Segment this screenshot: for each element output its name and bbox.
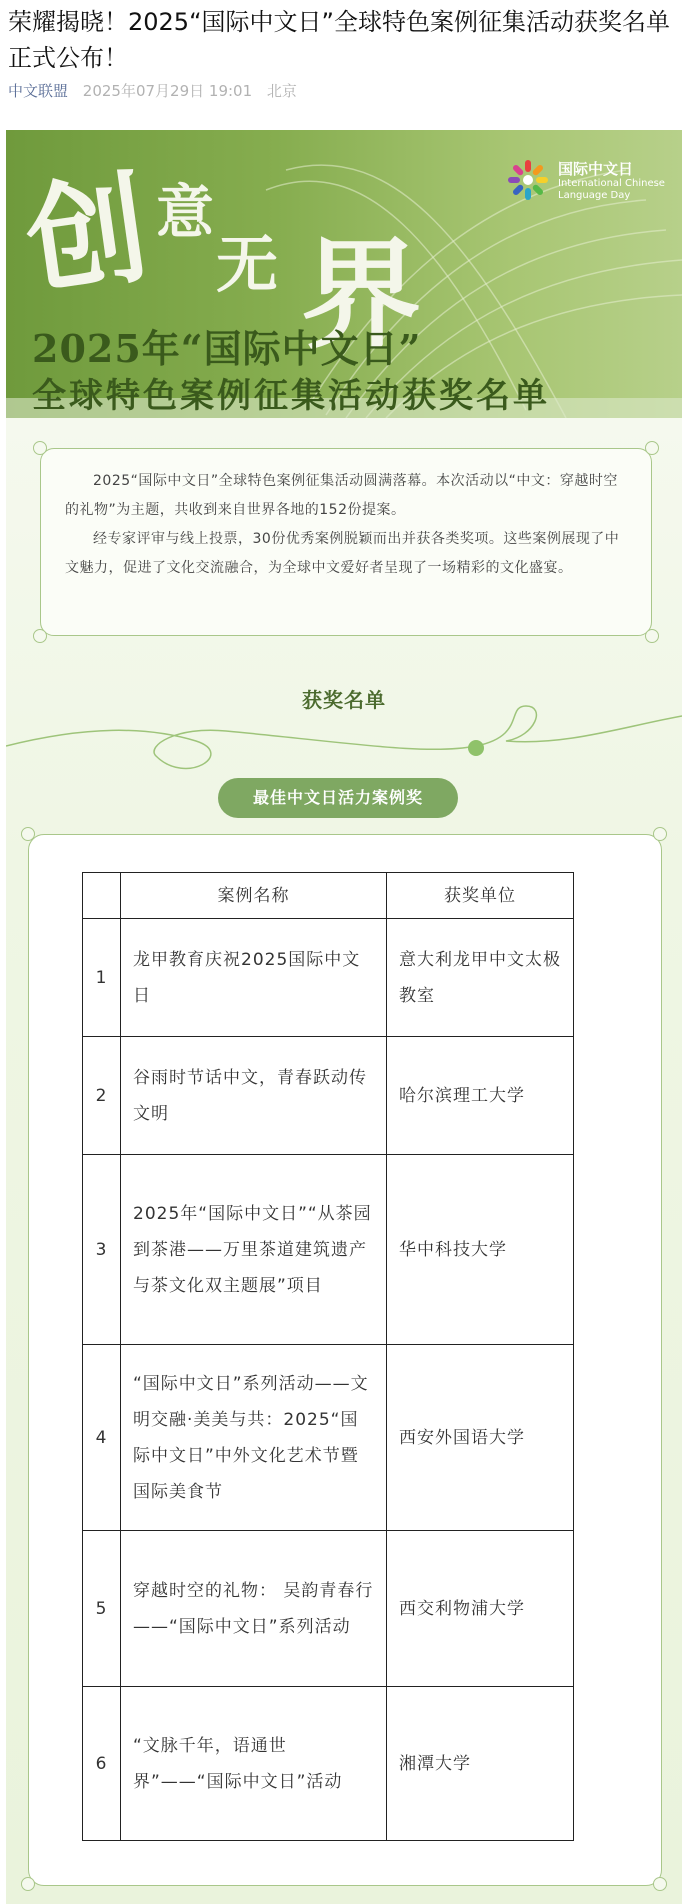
intro-corner-dot xyxy=(33,441,47,455)
winning-organization: 意大利龙甲中文太极教室 xyxy=(387,919,574,1037)
calligraphy-char-4: 界 xyxy=(301,225,421,366)
banner-headline-2: 全球特色案例征集活动获奖名单 xyxy=(32,376,550,416)
winning-organization: 西安外国语大学 xyxy=(387,1345,574,1531)
table-header-row xyxy=(83,873,574,919)
row-number: 4 xyxy=(83,1345,121,1531)
banner-headline-1: 2025年“国际中文日” xyxy=(32,326,422,371)
column-header-organization: 获奖单位 xyxy=(387,873,574,919)
table-row xyxy=(83,1037,574,1155)
intro-paragraph-1: 2025“国际中文日”全球特色案例征集活动圆满落幕。本次活动以“中文：穿越时空的礼物”为主题，共收到来自世界各地的152份提案。 xyxy=(65,473,618,518)
column-header-number xyxy=(83,873,121,919)
case-name: “国际中文日”系列活动——文明交融·美美与共：2025“国际中文日”中外文化艺术节暨国际美食节 xyxy=(121,1345,387,1531)
winning-organization: 华中科技大学 xyxy=(387,1155,574,1345)
article-meta xyxy=(8,80,297,101)
case-name: 2025年“国际中文日”“从茶园到茶港——万里茶道建筑遗产与茶文化双主题展”项目 xyxy=(121,1155,387,1345)
colorful-flower-icon xyxy=(504,156,552,204)
header-banner xyxy=(6,130,682,418)
logo-english-line-2: Language Day xyxy=(558,190,631,201)
author-link[interactable]: 中文联盟 xyxy=(8,82,69,100)
column-header-case-name: 案例名称 xyxy=(121,873,387,919)
case-name: “文脉千年，语通世界”——“国际中文日”活动 xyxy=(121,1687,387,1841)
intro-paragraph-2: 经专家评审与线上投票，30份优秀案例脱颖而出并获各类奖项。这些案例展现了中文魅力，促进了文化交流融合，为全球中文爱好者呈现了一场精彩的文化盛宴。 xyxy=(65,531,620,576)
award-table xyxy=(82,872,574,1841)
content-section xyxy=(6,418,682,1904)
calligraphy-char-2: 意 xyxy=(156,178,215,246)
logo-english-line-1: International Chinese xyxy=(558,178,665,189)
row-number: 3 xyxy=(83,1155,121,1345)
card-corner-dot xyxy=(653,827,667,841)
winning-organization: 湘潭大学 xyxy=(387,1687,574,1841)
intro-corner-dot xyxy=(645,441,659,455)
table-row xyxy=(83,1345,574,1531)
logo-chinese-name: 国际中文日 xyxy=(558,160,634,178)
wave-dot xyxy=(468,740,484,756)
card-corner-dot xyxy=(21,827,35,841)
row-number: 2 xyxy=(83,1037,121,1155)
winning-organization: 哈尔滨理工大学 xyxy=(387,1037,574,1155)
publish-location: 北京 xyxy=(266,82,297,100)
winning-organization: 西交利物浦大学 xyxy=(387,1531,574,1687)
calligraphy-char-1: 创 xyxy=(18,157,157,314)
table-row xyxy=(83,1531,574,1687)
table-row xyxy=(83,1155,574,1345)
row-number: 1 xyxy=(83,919,121,1037)
publish-time: 2025年07月29日 19:01 xyxy=(82,82,253,100)
article-title: 荣耀揭晓！2025“国际中文日”全球特色案例征集活动获奖名单正式公布！ xyxy=(8,8,670,72)
intro-box xyxy=(40,448,652,636)
table-row xyxy=(83,919,574,1037)
intro-corner-dot xyxy=(645,629,659,643)
card-corner-dot xyxy=(21,1877,35,1891)
table-row xyxy=(83,1687,574,1841)
row-number: 6 xyxy=(83,1687,121,1841)
calligraphy-char-3: 无 xyxy=(216,228,279,301)
row-number: 5 xyxy=(83,1531,121,1687)
language-day-logo xyxy=(504,156,674,208)
case-name: 穿越时空的礼物： 吴韵青春行——“国际中文日”系列活动 xyxy=(121,1531,387,1687)
case-name: 谷雨时节话中文，青春跃动传文明 xyxy=(121,1037,387,1155)
award-category-badge: 最佳中文日活力案例奖 xyxy=(218,778,458,818)
case-name: 龙甲教育庆祝2025国际中文日 xyxy=(121,919,387,1037)
card-corner-dot xyxy=(653,1877,667,1891)
intro-corner-dot xyxy=(33,629,47,643)
logo-english-name xyxy=(558,178,665,202)
award-list-title: 获奖名单 xyxy=(302,688,386,712)
